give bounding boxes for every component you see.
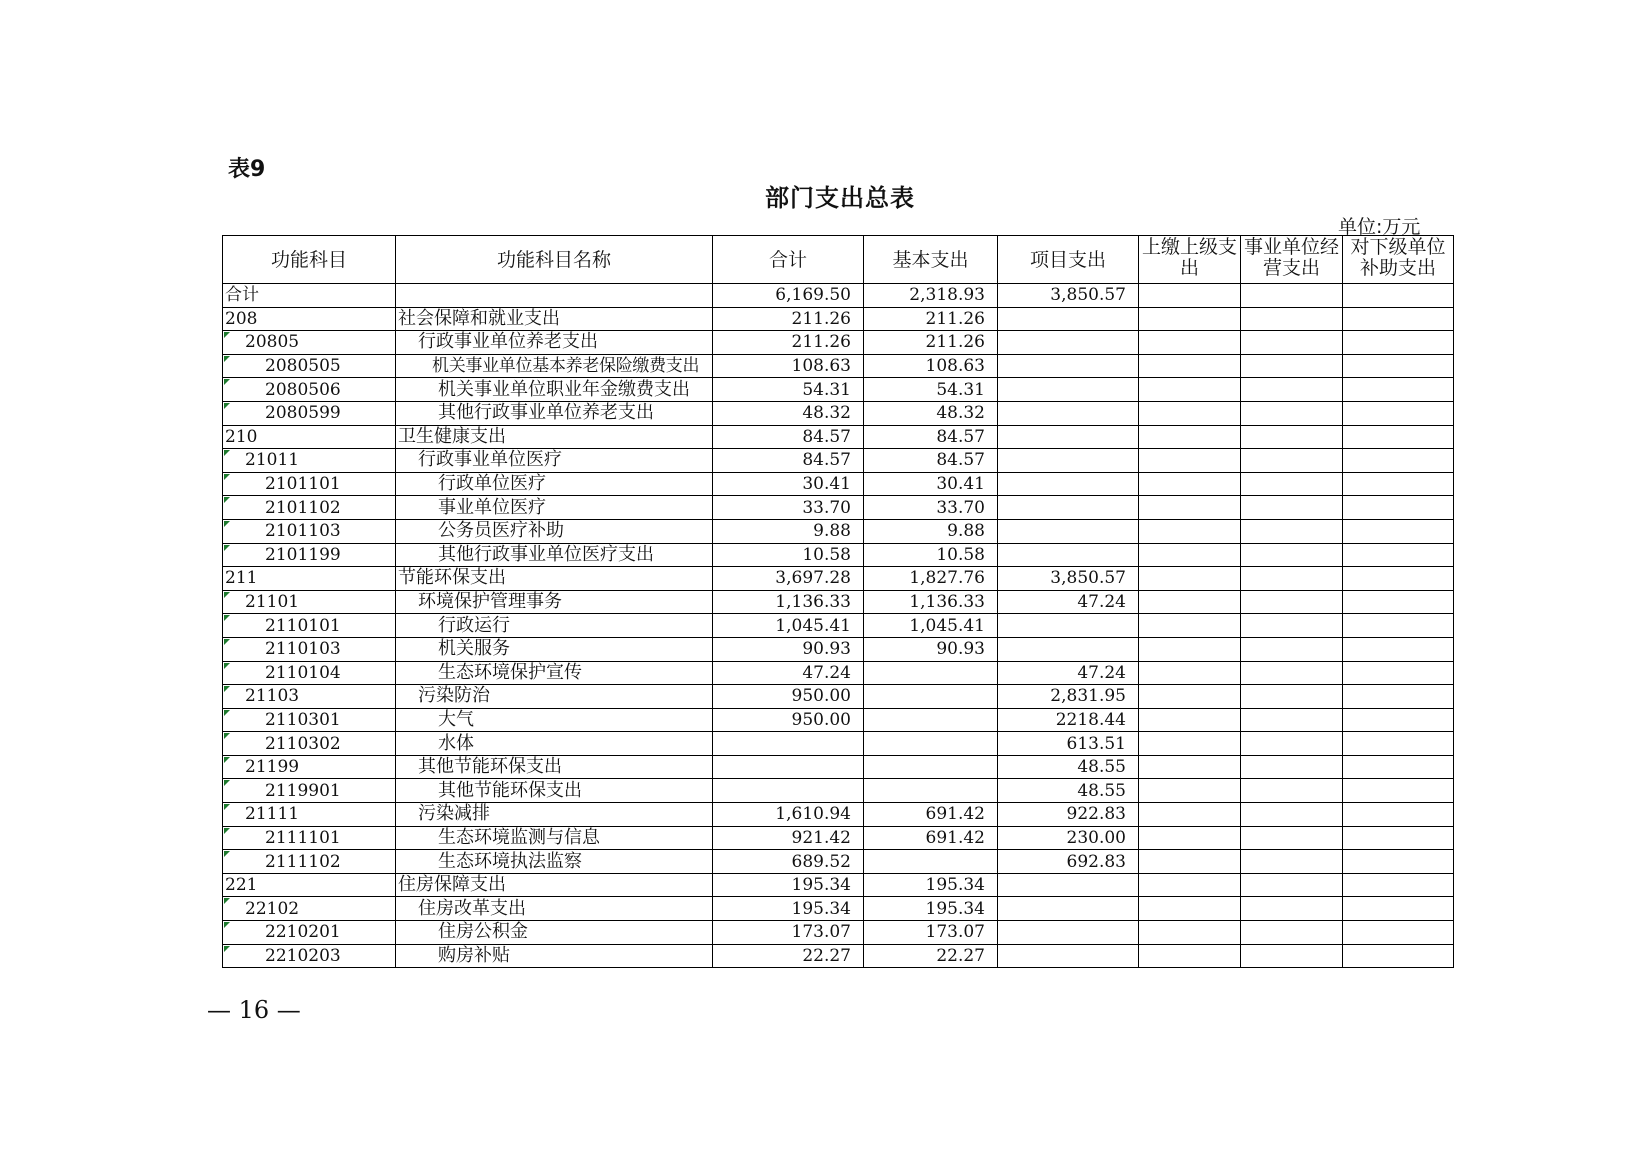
cell-business-expense bbox=[1241, 897, 1343, 921]
cell-basic: 48.32 bbox=[864, 401, 998, 425]
cell-name: 生态环境执法监察 bbox=[396, 850, 713, 874]
cell-basic: 10.58 bbox=[864, 543, 998, 567]
cell-subsidy bbox=[1343, 614, 1454, 638]
table-row bbox=[223, 543, 1454, 567]
cell-subsidy bbox=[1343, 826, 1454, 850]
cell-project bbox=[998, 543, 1139, 567]
cell-business-expense bbox=[1241, 284, 1343, 308]
cell-basic: 84.57 bbox=[864, 425, 998, 449]
cell-project bbox=[998, 401, 1139, 425]
cell-upper-payment bbox=[1139, 897, 1241, 921]
cell-total: 22.27 bbox=[713, 944, 864, 968]
table-row bbox=[223, 708, 1454, 732]
cell-project bbox=[998, 425, 1139, 449]
table-row bbox=[223, 401, 1454, 425]
table-row bbox=[223, 944, 1454, 968]
cell-subsidy bbox=[1343, 685, 1454, 709]
cell-project bbox=[998, 944, 1139, 968]
col-header-upper-payment: 上缴上级支出 bbox=[1139, 236, 1241, 284]
cell-code: 2210201 bbox=[223, 921, 396, 945]
cell-business-expense bbox=[1241, 354, 1343, 378]
cell-total: 173.07 bbox=[713, 921, 864, 945]
cell-business-expense bbox=[1241, 661, 1343, 685]
cell-name: 生态环境保护宣传 bbox=[396, 661, 713, 685]
cell-project bbox=[998, 331, 1139, 355]
cell-subsidy bbox=[1343, 897, 1454, 921]
cell-business-expense bbox=[1241, 519, 1343, 543]
cell-subsidy bbox=[1343, 567, 1454, 591]
cell-upper-payment bbox=[1139, 637, 1241, 661]
cell-total: 3,697.28 bbox=[713, 567, 864, 591]
cell-subsidy bbox=[1343, 661, 1454, 685]
table-row bbox=[223, 378, 1454, 402]
cell-upper-payment bbox=[1139, 590, 1241, 614]
cell-name: 其他节能环保支出 bbox=[396, 779, 713, 803]
cell-name: 污染防治 bbox=[396, 685, 713, 709]
cell-business-expense bbox=[1241, 944, 1343, 968]
cell-basic: 2,318.93 bbox=[864, 284, 998, 308]
cell-upper-payment bbox=[1139, 425, 1241, 449]
cell-project bbox=[998, 637, 1139, 661]
table-row bbox=[223, 897, 1454, 921]
cell-basic: 1,045.41 bbox=[864, 614, 998, 638]
cell-name: 大气 bbox=[396, 708, 713, 732]
cell-name: 机关事业单位基本养老保险缴费支出 bbox=[396, 354, 713, 378]
cell-total: 84.57 bbox=[713, 449, 864, 473]
unit-label: 单位:万元 bbox=[1338, 216, 1421, 238]
cell-subsidy bbox=[1343, 637, 1454, 661]
cell-business-expense bbox=[1241, 307, 1343, 331]
col-header-project: 项目支出 bbox=[998, 236, 1139, 284]
cell-code: 210 bbox=[223, 425, 396, 449]
cell-project: 47.24 bbox=[998, 590, 1139, 614]
cell-code: 2080599 bbox=[223, 401, 396, 425]
cell-business-expense bbox=[1241, 850, 1343, 874]
cell-upper-payment bbox=[1139, 401, 1241, 425]
cell-basic: 1,827.76 bbox=[864, 567, 998, 591]
cell-name: 行政单位医疗 bbox=[396, 472, 713, 496]
cell-total: 921.42 bbox=[713, 826, 864, 850]
cell-business-expense bbox=[1241, 614, 1343, 638]
cell-code: 2119901 bbox=[223, 779, 396, 803]
cell-business-expense bbox=[1241, 803, 1343, 827]
cell-basic: 691.42 bbox=[864, 826, 998, 850]
cell-total: 90.93 bbox=[713, 637, 864, 661]
cell-name: 水体 bbox=[396, 732, 713, 756]
cell-project: 692.83 bbox=[998, 850, 1139, 874]
cell-subsidy bbox=[1343, 425, 1454, 449]
cell-business-expense bbox=[1241, 472, 1343, 496]
cell-total: 1,045.41 bbox=[713, 614, 864, 638]
table-row bbox=[223, 307, 1454, 331]
cell-business-expense bbox=[1241, 543, 1343, 567]
cell-code: 211 bbox=[223, 567, 396, 591]
cell-project: 47.24 bbox=[998, 661, 1139, 685]
table-row bbox=[223, 519, 1454, 543]
cell-business-expense bbox=[1241, 755, 1343, 779]
cell-project: 3,850.57 bbox=[998, 284, 1139, 308]
cell-total: 1,136.33 bbox=[713, 590, 864, 614]
cell-name: 机关服务 bbox=[396, 637, 713, 661]
cell-subsidy bbox=[1343, 590, 1454, 614]
cell-project: 922.83 bbox=[998, 803, 1139, 827]
cell-total: 33.70 bbox=[713, 496, 864, 520]
cell-project: 2218.44 bbox=[998, 708, 1139, 732]
table-row bbox=[223, 425, 1454, 449]
cell-basic: 195.34 bbox=[864, 873, 998, 897]
table-header bbox=[223, 236, 1454, 284]
cell-basic: 22.27 bbox=[864, 944, 998, 968]
cell-total: 9.88 bbox=[713, 519, 864, 543]
cell-project bbox=[998, 378, 1139, 402]
cell-code: 20805 bbox=[223, 331, 396, 355]
cell-subsidy bbox=[1343, 378, 1454, 402]
cell-total: 1,610.94 bbox=[713, 803, 864, 827]
cell-basic: 211.26 bbox=[864, 307, 998, 331]
cell-code: 221 bbox=[223, 873, 396, 897]
cell-subsidy bbox=[1343, 803, 1454, 827]
cell-subsidy bbox=[1343, 519, 1454, 543]
cell-code: 21101 bbox=[223, 590, 396, 614]
cell-basic: 33.70 bbox=[864, 496, 998, 520]
table-row bbox=[223, 331, 1454, 355]
cell-upper-payment bbox=[1139, 307, 1241, 331]
cell-total: 30.41 bbox=[713, 472, 864, 496]
cell-upper-payment bbox=[1139, 543, 1241, 567]
cell-upper-payment bbox=[1139, 755, 1241, 779]
header-row bbox=[223, 236, 1454, 284]
cell-name bbox=[396, 284, 713, 308]
cell-basic: 9.88 bbox=[864, 519, 998, 543]
table-row bbox=[223, 755, 1454, 779]
cell-code: 21103 bbox=[223, 685, 396, 709]
cell-upper-payment bbox=[1139, 378, 1241, 402]
cell-subsidy bbox=[1343, 873, 1454, 897]
cell-total: 195.34 bbox=[713, 897, 864, 921]
col-header-subsidy: 对下级单位补助支出 bbox=[1343, 236, 1454, 284]
cell-upper-payment bbox=[1139, 873, 1241, 897]
cell-name: 其他节能环保支出 bbox=[396, 755, 713, 779]
cell-name: 机关事业单位职业年金缴费支出 bbox=[396, 378, 713, 402]
cell-upper-payment bbox=[1139, 708, 1241, 732]
table-row bbox=[223, 779, 1454, 803]
cell-code: 2110103 bbox=[223, 637, 396, 661]
cell-project: 48.55 bbox=[998, 755, 1139, 779]
cell-subsidy bbox=[1343, 779, 1454, 803]
cell-code: 21111 bbox=[223, 803, 396, 827]
cell-upper-payment bbox=[1139, 732, 1241, 756]
cell-business-expense bbox=[1241, 873, 1343, 897]
cell-total: 108.63 bbox=[713, 354, 864, 378]
cell-subsidy bbox=[1343, 401, 1454, 425]
table-row bbox=[223, 614, 1454, 638]
cell-basic: 90.93 bbox=[864, 637, 998, 661]
cell-name: 行政运行 bbox=[396, 614, 713, 638]
cell-basic: 1,136.33 bbox=[864, 590, 998, 614]
cell-code: 2101103 bbox=[223, 519, 396, 543]
cell-code: 2110302 bbox=[223, 732, 396, 756]
cell-business-expense bbox=[1241, 401, 1343, 425]
cell-business-expense bbox=[1241, 685, 1343, 709]
cell-basic bbox=[864, 708, 998, 732]
cell-subsidy bbox=[1343, 850, 1454, 874]
cell-business-expense bbox=[1241, 921, 1343, 945]
table-row bbox=[223, 921, 1454, 945]
cell-subsidy bbox=[1343, 284, 1454, 308]
cell-total: 689.52 bbox=[713, 850, 864, 874]
cell-upper-payment bbox=[1139, 496, 1241, 520]
cell-project bbox=[998, 496, 1139, 520]
expense-table bbox=[222, 235, 1454, 968]
cell-business-expense bbox=[1241, 590, 1343, 614]
cell-name: 行政事业单位医疗 bbox=[396, 449, 713, 473]
cell-total: 950.00 bbox=[713, 685, 864, 709]
cell-subsidy bbox=[1343, 472, 1454, 496]
page-number: — 16 — bbox=[207, 996, 301, 1024]
cell-subsidy bbox=[1343, 354, 1454, 378]
cell-total bbox=[713, 732, 864, 756]
cell-name: 节能环保支出 bbox=[396, 567, 713, 591]
cell-total: 10.58 bbox=[713, 543, 864, 567]
cell-name: 其他行政事业单位养老支出 bbox=[396, 401, 713, 425]
cell-name: 卫生健康支出 bbox=[396, 425, 713, 449]
table-row bbox=[223, 637, 1454, 661]
cell-business-expense bbox=[1241, 779, 1343, 803]
col-header-total: 合计 bbox=[713, 236, 864, 284]
cell-basic bbox=[864, 661, 998, 685]
table-row bbox=[223, 496, 1454, 520]
cell-name: 其他行政事业单位医疗支出 bbox=[396, 543, 713, 567]
cell-code: 2080506 bbox=[223, 378, 396, 402]
table-row bbox=[223, 826, 1454, 850]
cell-project bbox=[998, 921, 1139, 945]
cell-basic: 108.63 bbox=[864, 354, 998, 378]
cell-code: 2110301 bbox=[223, 708, 396, 732]
cell-upper-payment bbox=[1139, 661, 1241, 685]
cell-upper-payment bbox=[1139, 850, 1241, 874]
table-number: 表9 bbox=[228, 157, 266, 182]
table-row bbox=[223, 567, 1454, 591]
cell-code: 2111101 bbox=[223, 826, 396, 850]
cell-business-expense bbox=[1241, 826, 1343, 850]
cell-upper-payment bbox=[1139, 944, 1241, 968]
cell-subsidy bbox=[1343, 944, 1454, 968]
cell-code: 2110101 bbox=[223, 614, 396, 638]
cell-name: 环境保护管理事务 bbox=[396, 590, 713, 614]
cell-code: 22102 bbox=[223, 897, 396, 921]
cell-code: 2110104 bbox=[223, 661, 396, 685]
cell-total: 54.31 bbox=[713, 378, 864, 402]
cell-project: 2,831.95 bbox=[998, 685, 1139, 709]
cell-basic bbox=[864, 732, 998, 756]
cell-code: 合计 bbox=[223, 284, 396, 308]
cell-subsidy bbox=[1343, 708, 1454, 732]
cell-upper-payment bbox=[1139, 354, 1241, 378]
cell-project: 3,850.57 bbox=[998, 567, 1139, 591]
cell-subsidy bbox=[1343, 543, 1454, 567]
cell-upper-payment bbox=[1139, 921, 1241, 945]
cell-basic: 211.26 bbox=[864, 331, 998, 355]
cell-business-expense bbox=[1241, 637, 1343, 661]
table-row bbox=[223, 590, 1454, 614]
cell-project bbox=[998, 307, 1139, 331]
cell-upper-payment bbox=[1139, 567, 1241, 591]
cell-business-expense bbox=[1241, 449, 1343, 473]
cell-project bbox=[998, 897, 1139, 921]
cell-project bbox=[998, 472, 1139, 496]
cell-name: 事业单位医疗 bbox=[396, 496, 713, 520]
cell-subsidy bbox=[1343, 449, 1454, 473]
cell-project bbox=[998, 614, 1139, 638]
table-row bbox=[223, 449, 1454, 473]
cell-project: 48.55 bbox=[998, 779, 1139, 803]
cell-upper-payment bbox=[1139, 826, 1241, 850]
cell-basic: 84.57 bbox=[864, 449, 998, 473]
cell-upper-payment bbox=[1139, 519, 1241, 543]
col-header-name: 功能科目名称 bbox=[396, 236, 713, 284]
cell-subsidy bbox=[1343, 755, 1454, 779]
cell-name: 住房保障支出 bbox=[396, 873, 713, 897]
cell-basic bbox=[864, 685, 998, 709]
cell-basic bbox=[864, 850, 998, 874]
cell-code: 2101101 bbox=[223, 472, 396, 496]
table-body bbox=[223, 284, 1454, 968]
cell-total: 84.57 bbox=[713, 425, 864, 449]
table-row bbox=[223, 685, 1454, 709]
cell-business-expense bbox=[1241, 425, 1343, 449]
cell-code: 2080505 bbox=[223, 354, 396, 378]
cell-name: 住房公积金 bbox=[396, 921, 713, 945]
cell-upper-payment bbox=[1139, 803, 1241, 827]
cell-subsidy bbox=[1343, 307, 1454, 331]
cell-total bbox=[713, 779, 864, 803]
cell-upper-payment bbox=[1139, 779, 1241, 803]
table-row bbox=[223, 732, 1454, 756]
cell-project: 613.51 bbox=[998, 732, 1139, 756]
cell-code: 21199 bbox=[223, 755, 396, 779]
cell-business-expense bbox=[1241, 567, 1343, 591]
cell-total bbox=[713, 755, 864, 779]
col-header-basic: 基本支出 bbox=[864, 236, 998, 284]
cell-code: 21011 bbox=[223, 449, 396, 473]
cell-upper-payment bbox=[1139, 449, 1241, 473]
cell-name: 公务员医疗补助 bbox=[396, 519, 713, 543]
cell-business-expense bbox=[1241, 708, 1343, 732]
table-row bbox=[223, 472, 1454, 496]
cell-total: 211.26 bbox=[713, 307, 864, 331]
col-header-code: 功能科目 bbox=[223, 236, 396, 284]
cell-basic bbox=[864, 755, 998, 779]
cell-total: 950.00 bbox=[713, 708, 864, 732]
cell-basic: 30.41 bbox=[864, 472, 998, 496]
cell-code: 2111102 bbox=[223, 850, 396, 874]
cell-code: 2210203 bbox=[223, 944, 396, 968]
cell-total: 48.32 bbox=[713, 401, 864, 425]
cell-upper-payment bbox=[1139, 614, 1241, 638]
cell-total: 211.26 bbox=[713, 331, 864, 355]
cell-name: 生态环境监测与信息 bbox=[396, 826, 713, 850]
cell-subsidy bbox=[1343, 732, 1454, 756]
cell-project: 230.00 bbox=[998, 826, 1139, 850]
table-row bbox=[223, 661, 1454, 685]
cell-code: 2101102 bbox=[223, 496, 396, 520]
cell-project bbox=[998, 873, 1139, 897]
cell-upper-payment bbox=[1139, 685, 1241, 709]
table-row bbox=[223, 873, 1454, 897]
cell-project bbox=[998, 449, 1139, 473]
cell-business-expense bbox=[1241, 331, 1343, 355]
cell-business-expense bbox=[1241, 496, 1343, 520]
table-row bbox=[223, 354, 1454, 378]
cell-name: 污染减排 bbox=[396, 803, 713, 827]
cell-project bbox=[998, 354, 1139, 378]
cell-subsidy bbox=[1343, 331, 1454, 355]
cell-total: 47.24 bbox=[713, 661, 864, 685]
cell-total: 6,169.50 bbox=[713, 284, 864, 308]
cell-basic bbox=[864, 779, 998, 803]
cell-basic: 691.42 bbox=[864, 803, 998, 827]
cell-code: 208 bbox=[223, 307, 396, 331]
table-row bbox=[223, 850, 1454, 874]
cell-upper-payment bbox=[1139, 284, 1241, 308]
cell-total: 195.34 bbox=[713, 873, 864, 897]
table-row bbox=[223, 803, 1454, 827]
cell-basic: 54.31 bbox=[864, 378, 998, 402]
cell-business-expense bbox=[1241, 378, 1343, 402]
cell-basic: 195.34 bbox=[864, 897, 998, 921]
cell-name: 社会保障和就业支出 bbox=[396, 307, 713, 331]
document-title: 部门支出总表 bbox=[765, 184, 915, 212]
cell-subsidy bbox=[1343, 496, 1454, 520]
cell-basic: 173.07 bbox=[864, 921, 998, 945]
cell-project bbox=[998, 519, 1139, 543]
cell-upper-payment bbox=[1139, 472, 1241, 496]
cell-name: 行政事业单位养老支出 bbox=[396, 331, 713, 355]
table-row bbox=[223, 284, 1454, 308]
cell-name: 购房补贴 bbox=[396, 944, 713, 968]
cell-subsidy bbox=[1343, 921, 1454, 945]
cell-code: 2101199 bbox=[223, 543, 396, 567]
cell-business-expense bbox=[1241, 732, 1343, 756]
cell-name: 住房改革支出 bbox=[396, 897, 713, 921]
cell-upper-payment bbox=[1139, 331, 1241, 355]
col-header-business-expense: 事业单位经营支出 bbox=[1241, 236, 1343, 284]
